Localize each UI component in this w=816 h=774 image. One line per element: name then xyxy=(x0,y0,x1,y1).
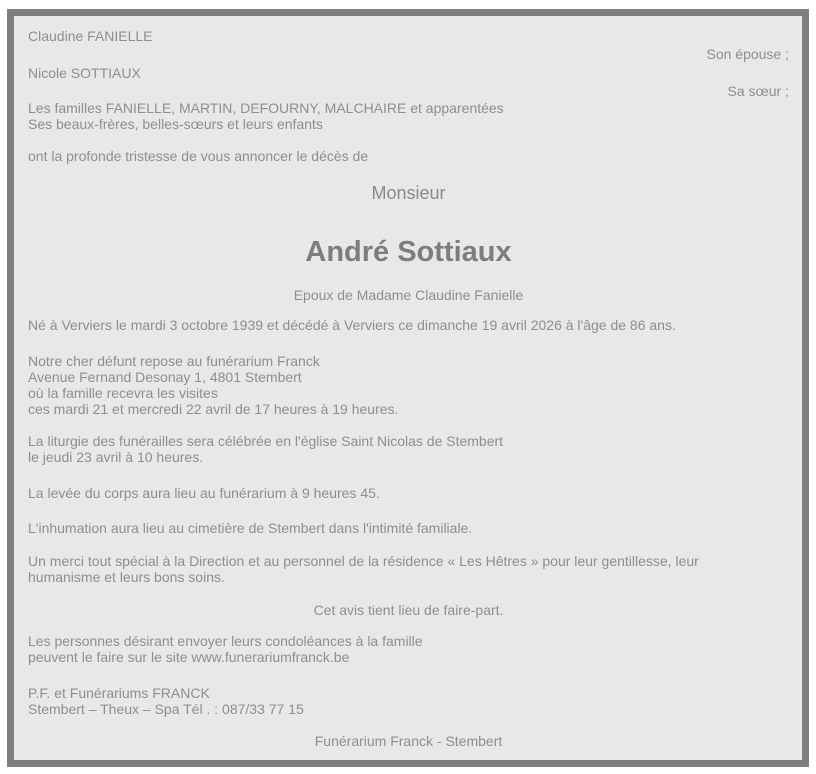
relation-label-spouse: Son épouse ; xyxy=(706,46,789,62)
birth-death-line: Né à Verviers le mardi 3 octobre 1939 et décédé à Verviers ce dimanche 19 avril 2026 à l'âge de 86 ans. xyxy=(28,317,676,333)
mourner-name-spouse: Claudine FANIELLE xyxy=(28,28,153,44)
repose-line: Avenue Fernand Desonay 1, 4801 Stembert xyxy=(28,369,302,385)
deceased-name-title: André Sottiaux xyxy=(305,236,512,268)
spouse-of-line: Epoux de Madame Claudine Fanielle xyxy=(293,287,524,303)
levee-line: La levée du corps aura lieu au funérarium à 9 heures 45. xyxy=(28,485,380,501)
repose-paragraph xyxy=(28,353,789,417)
thanks-line: Un merci tout spécial à la Direction et au personnel de la résidence « Les Hêtres » pour leur gentillesse, leur xyxy=(28,553,699,569)
condolences-website-line: peuvent le faire sur le site www.funerariumfranck.be xyxy=(28,649,350,665)
footer-signature-line: Funérarium Franck - Stembert xyxy=(314,733,503,749)
condolences-paragraph xyxy=(28,633,789,665)
relation-label-sister: Sa sœur ; xyxy=(727,83,789,99)
mourner-name-sister: Nicole SOTTIAUX xyxy=(28,65,141,81)
funeral-home-contact-line: Stembert – Theux – Spa Tél . : 087/33 77 15 xyxy=(28,701,304,717)
liturgy-line: le jeudi 23 avril à 10 heures. xyxy=(28,449,204,465)
death-notice-page xyxy=(7,9,809,767)
inhumation-line: L'inhumation aura lieu au cimetière de Stembert dans l'intimité familiale. xyxy=(28,520,473,536)
repose-line: Notre cher défunt repose au funérarium Franck xyxy=(28,353,320,369)
families-line: Les familles FANIELLE, MARTIN, DEFOURNY, MALCHAIRE et apparentées xyxy=(28,100,504,116)
funeral-home-name-line: P.F. et Funérariums FRANCK xyxy=(28,685,210,701)
repose-line: où la famille recevra les visites xyxy=(28,385,218,401)
announcement-line: ont la profonde tristesse de vous annoncer le décès de xyxy=(28,148,369,164)
families-line: Ses beaux-frères, belles-sœurs et leurs enfants xyxy=(28,116,323,132)
salutation-title: Monsieur xyxy=(371,183,446,203)
liturgy-paragraph xyxy=(28,433,789,465)
funeral-home-paragraph xyxy=(28,685,789,717)
thanks-line: humanisme et leurs bons soins. xyxy=(28,569,225,585)
families-paragraph xyxy=(28,100,789,132)
condolences-line: Les personnes désirant envoyer leurs condoléances à la famille xyxy=(28,633,423,649)
faire-part-line: Cet avis tient lieu de faire-part. xyxy=(313,602,504,618)
repose-line: ces mardi 21 et mercredi 22 avril de 17 heures à 19 heures. xyxy=(28,401,399,417)
liturgy-line: La liturgie des funérailles sera célébrée en l'église Saint Nicolas de Stembert xyxy=(28,433,504,449)
thanks-paragraph xyxy=(28,553,789,585)
